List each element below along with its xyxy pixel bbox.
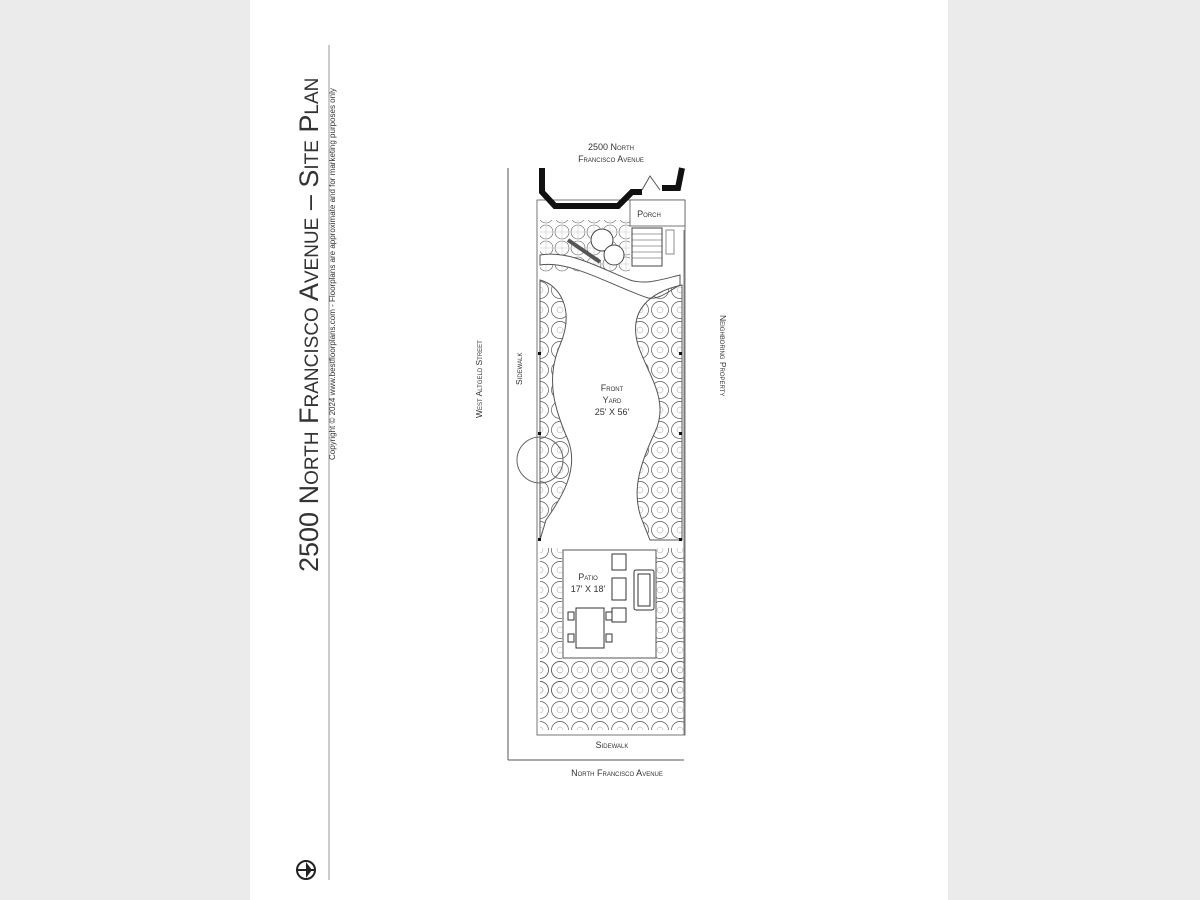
planting-bed-east — [636, 285, 682, 540]
sidewalk-west-label-group — [514, 353, 524, 385]
patio-label: Patio — [578, 572, 598, 582]
address-line-1: 2500 North — [588, 142, 634, 152]
sidewalk-south-label: Sidewalk — [595, 740, 629, 750]
front-yard-label-1: Front — [600, 383, 624, 393]
copyright-block — [328, 88, 337, 460]
site-plan-sheet — [250, 0, 948, 900]
front-yard-label-2: Yard — [602, 395, 622, 405]
title-block — [294, 78, 324, 572]
sidewalk-west-label: Sidewalk — [514, 352, 524, 385]
site-plan-drawing — [250, 0, 948, 900]
porch-label: Porch — [637, 209, 661, 219]
patio-dims: 17' X 18' — [570, 584, 606, 594]
neighbor-label-group — [718, 315, 728, 396]
front-door — [642, 176, 660, 190]
page-title: 2500 North Francisco Avenue – Site Plan — [294, 77, 324, 572]
copyright-note: Copyright © 2024 www.bestfloorplans.com - Floorplans are approximate and for marketing purposes only — [328, 88, 337, 460]
street-west-label: West Altgeld Street — [474, 340, 484, 418]
north-arrow-icon — [297, 861, 315, 879]
address-line-2: Francisco Avenue — [578, 154, 644, 164]
street-south-label: North Francisco Avenue — [571, 768, 663, 778]
neighbor-label: Neighboring Property — [718, 315, 728, 397]
house-wall-east — [662, 168, 682, 188]
front-yard-dims: 25' X 56' — [594, 407, 630, 417]
planting-bed-south — [540, 660, 684, 730]
planting-bed-west — [540, 280, 572, 540]
street-west-label-group — [474, 340, 484, 418]
porch-stairs — [632, 228, 674, 266]
